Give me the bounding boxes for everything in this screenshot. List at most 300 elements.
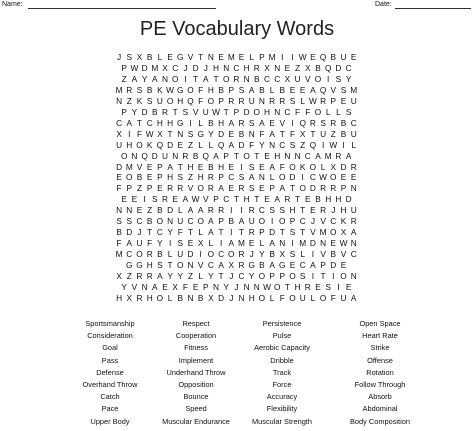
grid-letter[interactable]: S [126, 52, 133, 62]
grid-letter[interactable]: I [240, 161, 243, 172]
grid-letter[interactable]: C [187, 216, 194, 227]
grid-letter[interactable]: P [269, 271, 275, 281]
grid-letter[interactable]: O [330, 227, 337, 238]
grid-letter[interactable]: N [243, 281, 250, 292]
grid-letter[interactable]: E [146, 172, 153, 183]
grid-letter[interactable]: L [167, 249, 173, 260]
grid-letter[interactable]: R [309, 117, 316, 128]
grid-letter[interactable]: O [273, 281, 281, 292]
grid-letter[interactable]: U [340, 52, 347, 62]
grid-letter[interactable]: E [289, 260, 296, 271]
grid-letter[interactable]: H [146, 260, 153, 271]
grid-letter[interactable]: C [309, 172, 316, 183]
grid-letter[interactable]: E [310, 205, 316, 216]
grid-letter[interactable]: N [258, 95, 265, 106]
grid-letter[interactable]: E [197, 161, 204, 172]
grid-letter[interactable]: R [238, 260, 245, 271]
grid-letter[interactable]: N [177, 128, 184, 139]
grid-letter[interactable]: A [203, 73, 209, 84]
grid-letter[interactable]: O [258, 292, 266, 303]
grid-letter[interactable]: E [131, 194, 138, 205]
date-line[interactable] [395, 8, 471, 9]
grid-letter[interactable]: O [319, 292, 327, 303]
grid-letter[interactable]: D [330, 260, 337, 271]
grid-letter[interactable]: B [116, 227, 122, 238]
grid-letter[interactable]: H [167, 172, 174, 183]
grid-letter[interactable]: O [279, 172, 286, 183]
grid-letter[interactable]: R [146, 249, 153, 260]
grid-letter[interactable]: O [314, 106, 322, 117]
grid-letter[interactable]: I [301, 172, 304, 183]
grid-letter[interactable]: K [146, 139, 153, 150]
grid-letter[interactable]: N [167, 216, 174, 227]
grid-letter[interactable]: E [167, 52, 173, 62]
grid-letter[interactable]: O [197, 183, 204, 194]
grid-letter[interactable]: N [253, 281, 260, 292]
grid-letter[interactable]: T [136, 117, 143, 128]
grid-letter[interactable]: H [263, 106, 270, 117]
grid-letter[interactable]: Q [319, 52, 327, 62]
grid-letter[interactable]: E [284, 62, 291, 73]
grid-letter[interactable]: Y [259, 139, 265, 150]
grid-letter[interactable]: N [187, 260, 194, 271]
grid-letter[interactable]: D [340, 161, 347, 172]
grid-letter[interactable]: V [320, 249, 326, 260]
grid-letter[interactable]: I [291, 117, 294, 128]
grid-letter[interactable]: A [131, 73, 138, 84]
grid-letter[interactable]: R [146, 271, 153, 281]
grid-letter[interactable]: D [289, 172, 296, 183]
grid-letter[interactable]: W [329, 139, 338, 150]
grid-letter[interactable]: Y [167, 227, 173, 238]
grid-letter[interactable]: O [314, 73, 322, 84]
grid-letter[interactable]: N [187, 292, 194, 303]
grid-letter[interactable]: N [248, 128, 255, 139]
grid-letter[interactable]: X [197, 238, 204, 249]
grid-letter[interactable]: H [146, 292, 153, 303]
grid-letter[interactable]: I [230, 227, 233, 238]
grid-letter[interactable]: B [157, 249, 163, 260]
grid-letter[interactable]: G [177, 84, 184, 95]
grid-letter[interactable]: M [151, 62, 159, 73]
grid-letter[interactable]: T [177, 161, 183, 172]
grid-letter[interactable]: I [321, 139, 325, 150]
grid-letter[interactable]: P [279, 271, 286, 281]
grid-letter[interactable]: D [167, 205, 174, 216]
grid-letter[interactable]: A [228, 139, 235, 150]
grid-letter[interactable]: A [345, 150, 352, 161]
grid-letter[interactable]: X [330, 161, 337, 172]
grid-letter[interactable]: Z [330, 128, 336, 139]
grid-letter[interactable]: O [228, 249, 235, 260]
grid-letter[interactable]: Q [156, 139, 164, 150]
grid-letter[interactable]: X [284, 73, 291, 84]
grid-letter[interactable]: D [167, 139, 174, 150]
grid-letter[interactable]: Z [126, 271, 132, 281]
grid-letter[interactable]: O [340, 271, 347, 281]
grid-letter[interactable]: L [259, 238, 265, 249]
grid-letter[interactable]: S [116, 216, 122, 227]
grid-letter[interactable]: U [136, 238, 143, 249]
grid-letter[interactable]: P [340, 183, 347, 194]
grid-letter[interactable]: M [125, 161, 133, 172]
grid-letter[interactable]: O [222, 73, 230, 84]
grid-letter[interactable]: Y [157, 238, 163, 249]
grid-letter[interactable]: C [258, 205, 265, 216]
grid-letter[interactable]: D [141, 62, 148, 73]
grid-letter[interactable]: E [121, 194, 127, 205]
grid-letter[interactable]: N [350, 271, 357, 281]
grid-letter[interactable]: A [218, 183, 224, 194]
grid-letter[interactable]: I [270, 216, 274, 227]
grid-letter[interactable]: D [151, 150, 158, 161]
grid-letter[interactable]: U [248, 216, 255, 227]
grid-letter[interactable]: D [309, 183, 316, 194]
grid-letter[interactable]: S [146, 95, 153, 106]
grid-letter[interactable]: O [207, 249, 215, 260]
grid-letter[interactable]: F [330, 292, 336, 303]
grid-letter[interactable]: F [116, 238, 122, 249]
grid-letter[interactable]: W [319, 172, 328, 183]
grid-letter[interactable]: I [281, 52, 284, 62]
grid-letter[interactable]: C [207, 260, 214, 271]
grid-letter[interactable]: C [330, 216, 337, 227]
grid-letter[interactable]: R [320, 183, 327, 194]
grid-letter[interactable]: A [228, 238, 235, 249]
grid-letter[interactable]: X [208, 292, 214, 303]
grid-letter[interactable]: R [238, 117, 245, 128]
grid-letter[interactable]: G [126, 260, 133, 271]
grid-letter[interactable]: N [116, 205, 123, 216]
grid-letter[interactable]: I [199, 249, 202, 260]
grid-letter[interactable]: S [238, 84, 245, 95]
grid-letter[interactable]: N [207, 52, 214, 62]
grid-letter[interactable]: I [291, 52, 294, 62]
grid-letter[interactable]: T [193, 73, 199, 84]
grid-letter[interactable]: E [192, 281, 199, 292]
grid-letter[interactable]: E [269, 117, 275, 128]
grid-letter[interactable]: Q [217, 139, 225, 150]
grid-letter[interactable]: X [162, 62, 168, 73]
grid-letter[interactable]: S [289, 249, 296, 260]
grid-letter[interactable]: U [340, 292, 347, 303]
grid-letter[interactable]: U [248, 95, 255, 106]
grid-letter[interactable]: E [157, 183, 163, 194]
grid-letter[interactable]: O [136, 139, 143, 150]
grid-letter[interactable]: W [212, 106, 220, 117]
grid-letter[interactable]: H [207, 84, 214, 95]
grid-letter[interactable]: O [120, 150, 128, 161]
grid-letter[interactable]: N [223, 62, 230, 73]
grid-letter[interactable]: U [177, 249, 184, 260]
grid-letter[interactable]: G [136, 260, 143, 271]
grid-letter[interactable]: B [197, 292, 204, 303]
grid-letter[interactable]: E [305, 194, 311, 205]
grid-letter[interactable]: R [207, 205, 214, 216]
grid-letter[interactable]: P [269, 183, 275, 194]
grid-letter[interactable]: H [116, 292, 123, 303]
grid-letter[interactable]: L [198, 117, 203, 128]
grid-letter[interactable]: J [249, 249, 254, 260]
grid-letter[interactable]: B [146, 52, 153, 62]
grid-letter[interactable]: C [274, 73, 281, 84]
grid-letter[interactable]: H [325, 194, 332, 205]
grid-letter[interactable]: C [223, 194, 230, 205]
grid-letter[interactable]: V [330, 84, 337, 95]
grid-letter[interactable]: V [187, 183, 194, 194]
grid-letter[interactable]: O [289, 161, 296, 172]
grid-letter[interactable]: B [330, 52, 337, 62]
grid-letter[interactable]: P [259, 227, 265, 238]
grid-letter[interactable]: P [218, 216, 224, 227]
grid-letter[interactable]: A [152, 73, 158, 84]
grid-letter[interactable]: P [218, 172, 224, 183]
grid-letter[interactable]: P [330, 95, 337, 106]
grid-letter[interactable]: Y [345, 73, 352, 84]
grid-letter[interactable]: U [177, 216, 184, 227]
grid-letter[interactable]: E [340, 172, 347, 183]
grid-letter[interactable]: L [351, 139, 356, 150]
grid-letter[interactable]: F [289, 128, 296, 139]
grid-letter[interactable]: O [171, 73, 179, 84]
grid-letter[interactable]: O [330, 172, 337, 183]
grid-letter[interactable]: N [116, 95, 123, 106]
grid-letter[interactable]: X [172, 281, 178, 292]
grid-letter[interactable]: O [243, 150, 250, 161]
grid-letter[interactable]: H [187, 161, 194, 172]
grid-letter[interactable]: F [305, 106, 311, 117]
grid-letter[interactable]: Z [187, 271, 194, 281]
grid-letter[interactable]: R [238, 183, 245, 194]
grid-letter[interactable]: E [350, 172, 357, 183]
grid-letter[interactable]: P [203, 281, 209, 292]
grid-letter[interactable]: D [187, 249, 194, 260]
grid-letter[interactable]: H [289, 205, 296, 216]
grid-letter[interactable]: J [229, 271, 234, 281]
grid-letter[interactable]: S [289, 227, 296, 238]
grid-letter[interactable]: P [146, 183, 153, 194]
grid-letter[interactable]: A [259, 117, 265, 128]
grid-letter[interactable]: A [238, 216, 245, 227]
grid-letter[interactable]: N [126, 205, 133, 216]
grid-letter[interactable]: S [126, 216, 133, 227]
grid-letter[interactable]: L [320, 161, 326, 172]
grid-letter[interactable]: S [248, 161, 255, 172]
grid-letter[interactable]: R [207, 172, 214, 183]
grid-letter[interactable]: A [208, 227, 214, 238]
grid-letter[interactable]: T [300, 205, 306, 216]
grid-letter[interactable]: H [274, 150, 281, 161]
grid-letter[interactable]: M [115, 249, 123, 260]
grid-letter[interactable]: T [218, 227, 224, 238]
grid-letter[interactable]: B [136, 172, 143, 183]
grid-letter[interactable]: X [136, 52, 143, 62]
grid-letter[interactable]: E [228, 161, 235, 172]
grid-letter[interactable]: X [264, 62, 270, 73]
grid-letter[interactable]: E [264, 194, 270, 205]
grid-letter[interactable]: B [238, 128, 245, 139]
grid-letter[interactable]: O [253, 106, 261, 117]
grid-letter[interactable]: V [279, 117, 286, 128]
grid-letter[interactable]: K [340, 216, 347, 227]
grid-letter[interactable]: T [233, 194, 239, 205]
grid-letter[interactable]: T [167, 260, 173, 271]
grid-letter[interactable]: R [182, 150, 189, 161]
grid-letter[interactable]: B [315, 194, 321, 205]
grid-letter[interactable]: P [126, 183, 133, 194]
grid-letter[interactable]: V [310, 227, 316, 238]
grid-letter[interactable]: T [213, 73, 219, 84]
grid-letter[interactable]: O [136, 249, 143, 260]
grid-letter[interactable]: S [152, 194, 158, 205]
grid-letter[interactable]: T [198, 52, 204, 62]
grid-letter[interactable]: R [330, 183, 337, 194]
grid-letter[interactable]: V [131, 281, 138, 292]
grid-letter[interactable]: N [238, 292, 245, 303]
grid-letter[interactable]: S [177, 172, 184, 183]
grid-letter[interactable]: E [330, 238, 337, 249]
grid-letter[interactable]: E [177, 139, 184, 150]
grid-letter[interactable]: L [157, 52, 163, 62]
grid-letter[interactable]: S [345, 106, 352, 117]
grid-letter[interactable]: L [269, 172, 275, 183]
grid-letter[interactable]: Q [319, 84, 327, 95]
grid-letter[interactable]: O [166, 95, 174, 106]
grid-letter[interactable]: A [350, 227, 357, 238]
grid-letter[interactable]: P [320, 260, 326, 271]
grid-letter[interactable]: R [335, 150, 342, 161]
grid-letter[interactable]: L [325, 106, 331, 117]
grid-letter[interactable]: R [238, 95, 245, 106]
grid-letter[interactable]: Y [223, 281, 229, 292]
grid-letter[interactable]: R [350, 216, 357, 227]
grid-letter[interactable]: D [218, 128, 225, 139]
grid-letter[interactable]: C [238, 271, 245, 281]
grid-letter[interactable]: I [143, 194, 146, 205]
grid-letter[interactable]: A [269, 238, 275, 249]
grid-letter[interactable]: A [182, 194, 189, 205]
grid-letter[interactable]: C [116, 117, 123, 128]
grid-letter[interactable]: W [308, 95, 317, 106]
grid-letter[interactable]: J [183, 62, 188, 73]
grid-letter[interactable]: P [121, 62, 127, 73]
grid-letter[interactable]: E [289, 84, 296, 95]
grid-letter[interactable]: H [167, 117, 174, 128]
grid-letter[interactable]: I [337, 281, 340, 292]
grid-letter[interactable]: E [299, 84, 306, 95]
grid-letter[interactable]: T [233, 150, 239, 161]
grid-letter[interactable]: B [279, 84, 286, 95]
grid-letter[interactable]: Q [202, 150, 210, 161]
grid-letter[interactable]: A [187, 205, 194, 216]
grid-letter[interactable]: N [284, 150, 291, 161]
grid-letter[interactable]: A [152, 281, 158, 292]
grid-letter[interactable]: R [136, 271, 143, 281]
grid-letter[interactable]: F [198, 95, 204, 106]
grid-letter[interactable]: D [218, 292, 225, 303]
grid-letter[interactable]: O [289, 292, 296, 303]
grid-letter[interactable]: N [294, 150, 301, 161]
grid-letter[interactable]: Z [136, 183, 143, 194]
grid-letter[interactable]: C [146, 117, 153, 128]
grid-letter[interactable]: A [218, 260, 224, 271]
grid-letter[interactable]: Z [187, 139, 194, 150]
grid-letter[interactable]: U [116, 139, 123, 150]
grid-letter[interactable]: U [202, 106, 209, 117]
grid-letter[interactable]: J [234, 281, 239, 292]
grid-letter[interactable]: K [136, 95, 143, 106]
grid-letter[interactable]: Z [300, 139, 306, 150]
grid-letter[interactable]: U [350, 128, 357, 139]
grid-letter[interactable]: O [299, 183, 306, 194]
grid-letter[interactable]: H [212, 62, 219, 73]
grid-letter[interactable]: O [187, 84, 194, 95]
grid-letter[interactable]: C [126, 249, 133, 260]
grid-letter[interactable]: X [126, 292, 133, 303]
grid-letter[interactable]: L [269, 84, 275, 95]
grid-letter[interactable]: E [259, 161, 265, 172]
grid-letter[interactable]: E [238, 52, 245, 62]
grid-letter[interactable]: R [269, 95, 276, 106]
grid-letter[interactable]: W [145, 128, 154, 139]
grid-letter[interactable]: E [228, 183, 235, 194]
grid-letter[interactable]: J [331, 205, 336, 216]
grid-letter[interactable]: D [192, 62, 199, 73]
grid-letter[interactable]: C [218, 249, 225, 260]
grid-letter[interactable]: X [157, 128, 163, 139]
grid-letter[interactable]: H [294, 281, 301, 292]
grid-letter[interactable]: H [248, 292, 255, 303]
grid-letter[interactable]: B [330, 249, 337, 260]
grid-letter[interactable]: R [320, 205, 327, 216]
grid-letter[interactable]: I [184, 73, 187, 84]
grid-letter[interactable]: I [219, 238, 223, 249]
grid-letter[interactable]: I [240, 205, 243, 216]
grid-letter[interactable]: R [218, 205, 225, 216]
grid-letter[interactable]: B [152, 106, 158, 117]
grid-letter[interactable]: Y [248, 271, 255, 281]
grid-letter[interactable]: E [136, 205, 143, 216]
grid-letter[interactable]: D [335, 62, 342, 73]
grid-letter[interactable]: E [162, 281, 168, 292]
grid-letter[interactable]: A [248, 84, 255, 95]
grid-letter[interactable]: A [126, 117, 133, 128]
grid-letter[interactable]: F [182, 281, 188, 292]
grid-letter[interactable]: M [115, 84, 123, 95]
grid-letter[interactable]: R [136, 292, 143, 303]
grid-letter[interactable]: F [279, 161, 285, 172]
grid-letter[interactable]: T [187, 227, 194, 238]
grid-letter[interactable]: A [248, 172, 255, 183]
grid-letter[interactable]: V [320, 216, 326, 227]
grid-letter[interactable]: D [309, 238, 316, 249]
grid-letter[interactable]: B [254, 73, 260, 84]
grid-letter[interactable]: H [126, 139, 133, 150]
grid-letter[interactable]: A [269, 128, 275, 139]
grid-letter[interactable]: W [339, 238, 348, 249]
grid-letter[interactable]: E [259, 183, 265, 194]
grid-letter[interactable]: D [269, 227, 276, 238]
grid-letter[interactable]: J [137, 227, 142, 238]
grid-letter[interactable]: V [136, 161, 143, 172]
grid-letter[interactable]: A [126, 238, 133, 249]
grid-letter[interactable]: Z [187, 172, 194, 183]
grid-letter[interactable]: U [299, 292, 306, 303]
grid-letter[interactable]: R [177, 183, 184, 194]
grid-letter[interactable]: F [177, 227, 183, 238]
grid-letter[interactable]: H [243, 62, 250, 73]
grid-letter[interactable]: S [325, 281, 331, 292]
